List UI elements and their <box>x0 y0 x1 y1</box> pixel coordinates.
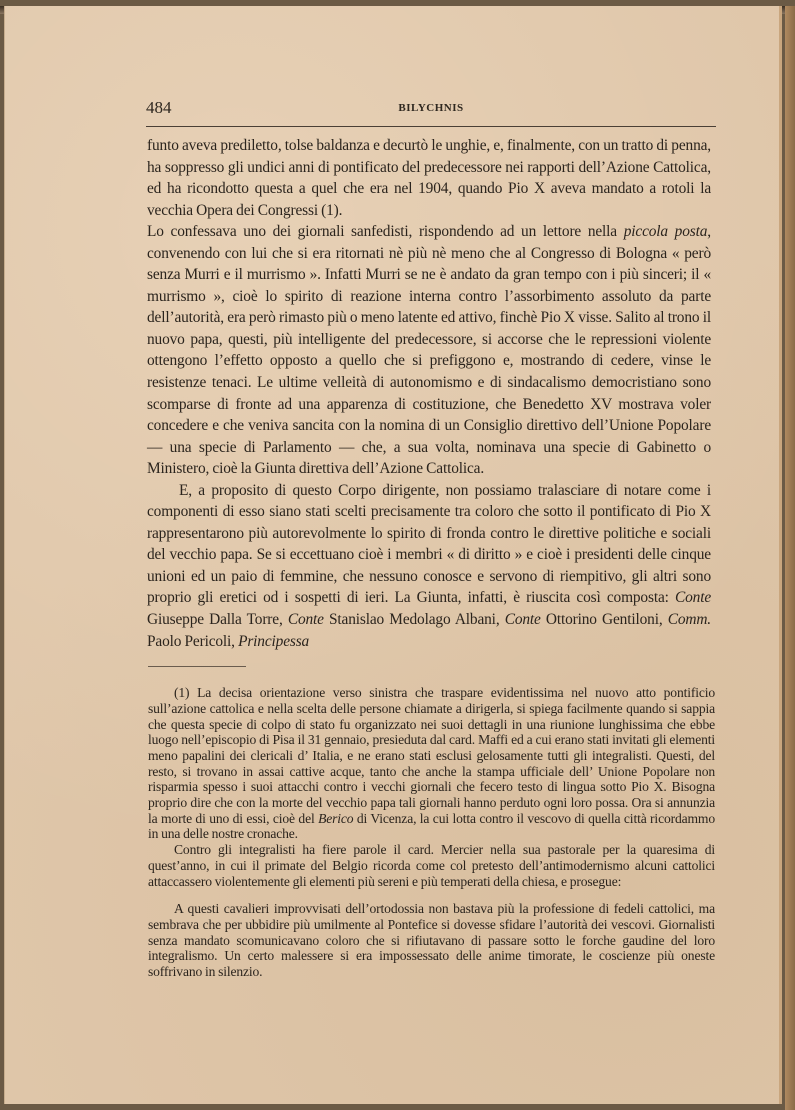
header-rule <box>146 126 716 127</box>
main-text <box>147 135 711 652</box>
italic-text: Conte <box>674 589 711 607</box>
text-run: Stanislao Medolago Albani, <box>323 611 505 629</box>
italic-text: Comm. <box>667 611 711 629</box>
footnotes <box>148 685 715 980</box>
text-run: , convenendo con lui che si era ritornati nè più nè meno che al Congresso di Bologna « però senza Murri e il murrismo ». Infatti Murri se ne è andato da gran tempo con i più sinceri; il « murrismo », cioè lo spirito di reazione interna contro l’assorbimento assoluto da parte dell’autorità, era però rimasto più o meno latente ed attivo, finchè Pio X visse. Salito al trono il nuovo papa, questi, più intelligente del predecessore, si accorse che le repressioni violente ottengono l’effetto opposto a quello che si prefiggono e, mostrando di cedere, vinse le resistenze tenaci. Le ultime velleità di autonomismo e di sindacalismo democristiano sono scomparse di fronte ad una apparenza di costituzione, che Benedetto XV mostrava voler concedere e che veniva sancita con la nomina di un Consiglio direttivo dell’Unione Popolare — una specie di Parlamento — che, a sua volta, nominava una specie di Gabinetto o Ministero, cioè la Giunta direttiva dell’Azione Cattolica. <box>147 223 711 478</box>
footnote-paragraph <box>148 685 715 842</box>
footnote-separator <box>148 666 246 667</box>
block-quote <box>148 901 715 980</box>
text-run: di Vicenza, la cui lotta contro il vescovo di quella città ricordammo in una delle nostre cronache. <box>148 810 715 842</box>
italic-text: Conte <box>287 611 324 629</box>
text-run: A questi cavalieri improvvisati dell’ortodossia non bastava più la professione di fedeli cattolici, ma sembrava che per ubbidire più umilmente al Pontefice si dovesse sfidare l’autorità dei vescovi. Giornalisti senza mandato scomunicavano coloro che si rifiutavano di passare sotto le forche gaudine del loro integralismo. Un certo malessere si era impossessato delle anime timorate, le coscienze più oneste soffrivano in silenzio. <box>148 901 715 980</box>
body-paragraph <box>147 480 711 652</box>
text-run: Ottorino Gentiloni, <box>540 611 668 629</box>
text-run: Giuseppe Dalla Torre, <box>147 611 288 629</box>
page-number: 484 <box>146 98 172 117</box>
page-content <box>146 98 716 980</box>
page-edge-shadow <box>785 6 795 1110</box>
text-run: Contro gli integralisti ha fiere parole il card. Mercier nella sua pastorale per la quaresima di quest’anno, in cui il primate del Belgio ricorda come col pretesto dell’antimodernismo alcuni cattolici attaccassero violentemente gli elementi più sereni e più temperati della chiesa, e prosegue: <box>148 842 715 889</box>
text-run: (1) La decisa orientazione verso sinistra che traspare evidentissima nel nuovo atto pontificio sull’azione cattolica e nella scelta delle persone chiamate a dirigerla, si spiega facilmente quando si sappia che questa specie di colpo di stato fu organizzato nei suoi dettagli in una riunione lunghissima che ebbe luogo nell’episcopio di Pisa il 31 gennaio, presieduta dal card. Maffi ed a cui erano stati invitati gli elementi meno papalini dei clericali d’ Italia, e ne erano stati esclusi gelosamente tutti gli integralisti. Questi, del resto, si trovano in assai cattive acque, tanto che anche la stampa ufficiale dell’ Unione Popolare non risparmia spesso i suoi attacchi contro i vecchi giornali che fecero testo di lingua sotto Pio X. Bisogna proprio dire che con la morte del vecchio papa tali giornali hanno perduto ogni loro possa. Ora si annunzia la morte di uno di essi, cioè del <box>148 685 715 826</box>
text-run: Lo confessava uno dei giornali sanfedisti, rispondendo ad un lettore nella <box>147 223 624 241</box>
running-head: BILYCHNIS <box>398 102 464 114</box>
italic-text: Principessa <box>238 632 310 650</box>
text-run: funto aveva prediletto, tolse baldanza e decurtò le unghie, e, finalmente, con un tratto di penna, ha soppresso gli undici anni di pontificato del predecessore nei rapporti dell’Azione Cattolica, ed ha ricondotto questa a quel che era nel 1904, quando Pio X aveva mandato a rotoli la vecchia Opera dei Congressi (1). <box>147 137 711 219</box>
book-page <box>4 6 782 1104</box>
italic-text: Berico <box>318 810 354 826</box>
italic-text: piccola posta <box>623 223 708 241</box>
text-run: E, a proposito di questo Corpo dirigente, non possiamo tralasciare di notare come i componenti di esso siano stati scelti precisamente tra coloro che sotto il pontificato di Pio X rappresentarono più autorevolmente lo spirito di fronda contro le direttive politiche e sociali del vecchio papa. Se si eccettuano cioè i membri « di diritto » e cioè i presidenti delle cinque unioni ed un paio di femmine, che nessuno conosce e servono di riempitivo, gli altri sono proprio gli eretici od i sospetti di ieri. La Giunta, infatti, è riuscita così composta: <box>147 481 711 607</box>
body-paragraph <box>147 221 711 480</box>
italic-text: Conte <box>504 611 541 629</box>
body-paragraph <box>147 135 711 221</box>
page-header <box>146 98 716 122</box>
text-run: Paolo Pericoli, <box>147 632 239 650</box>
footnote-paragraph <box>148 842 715 889</box>
